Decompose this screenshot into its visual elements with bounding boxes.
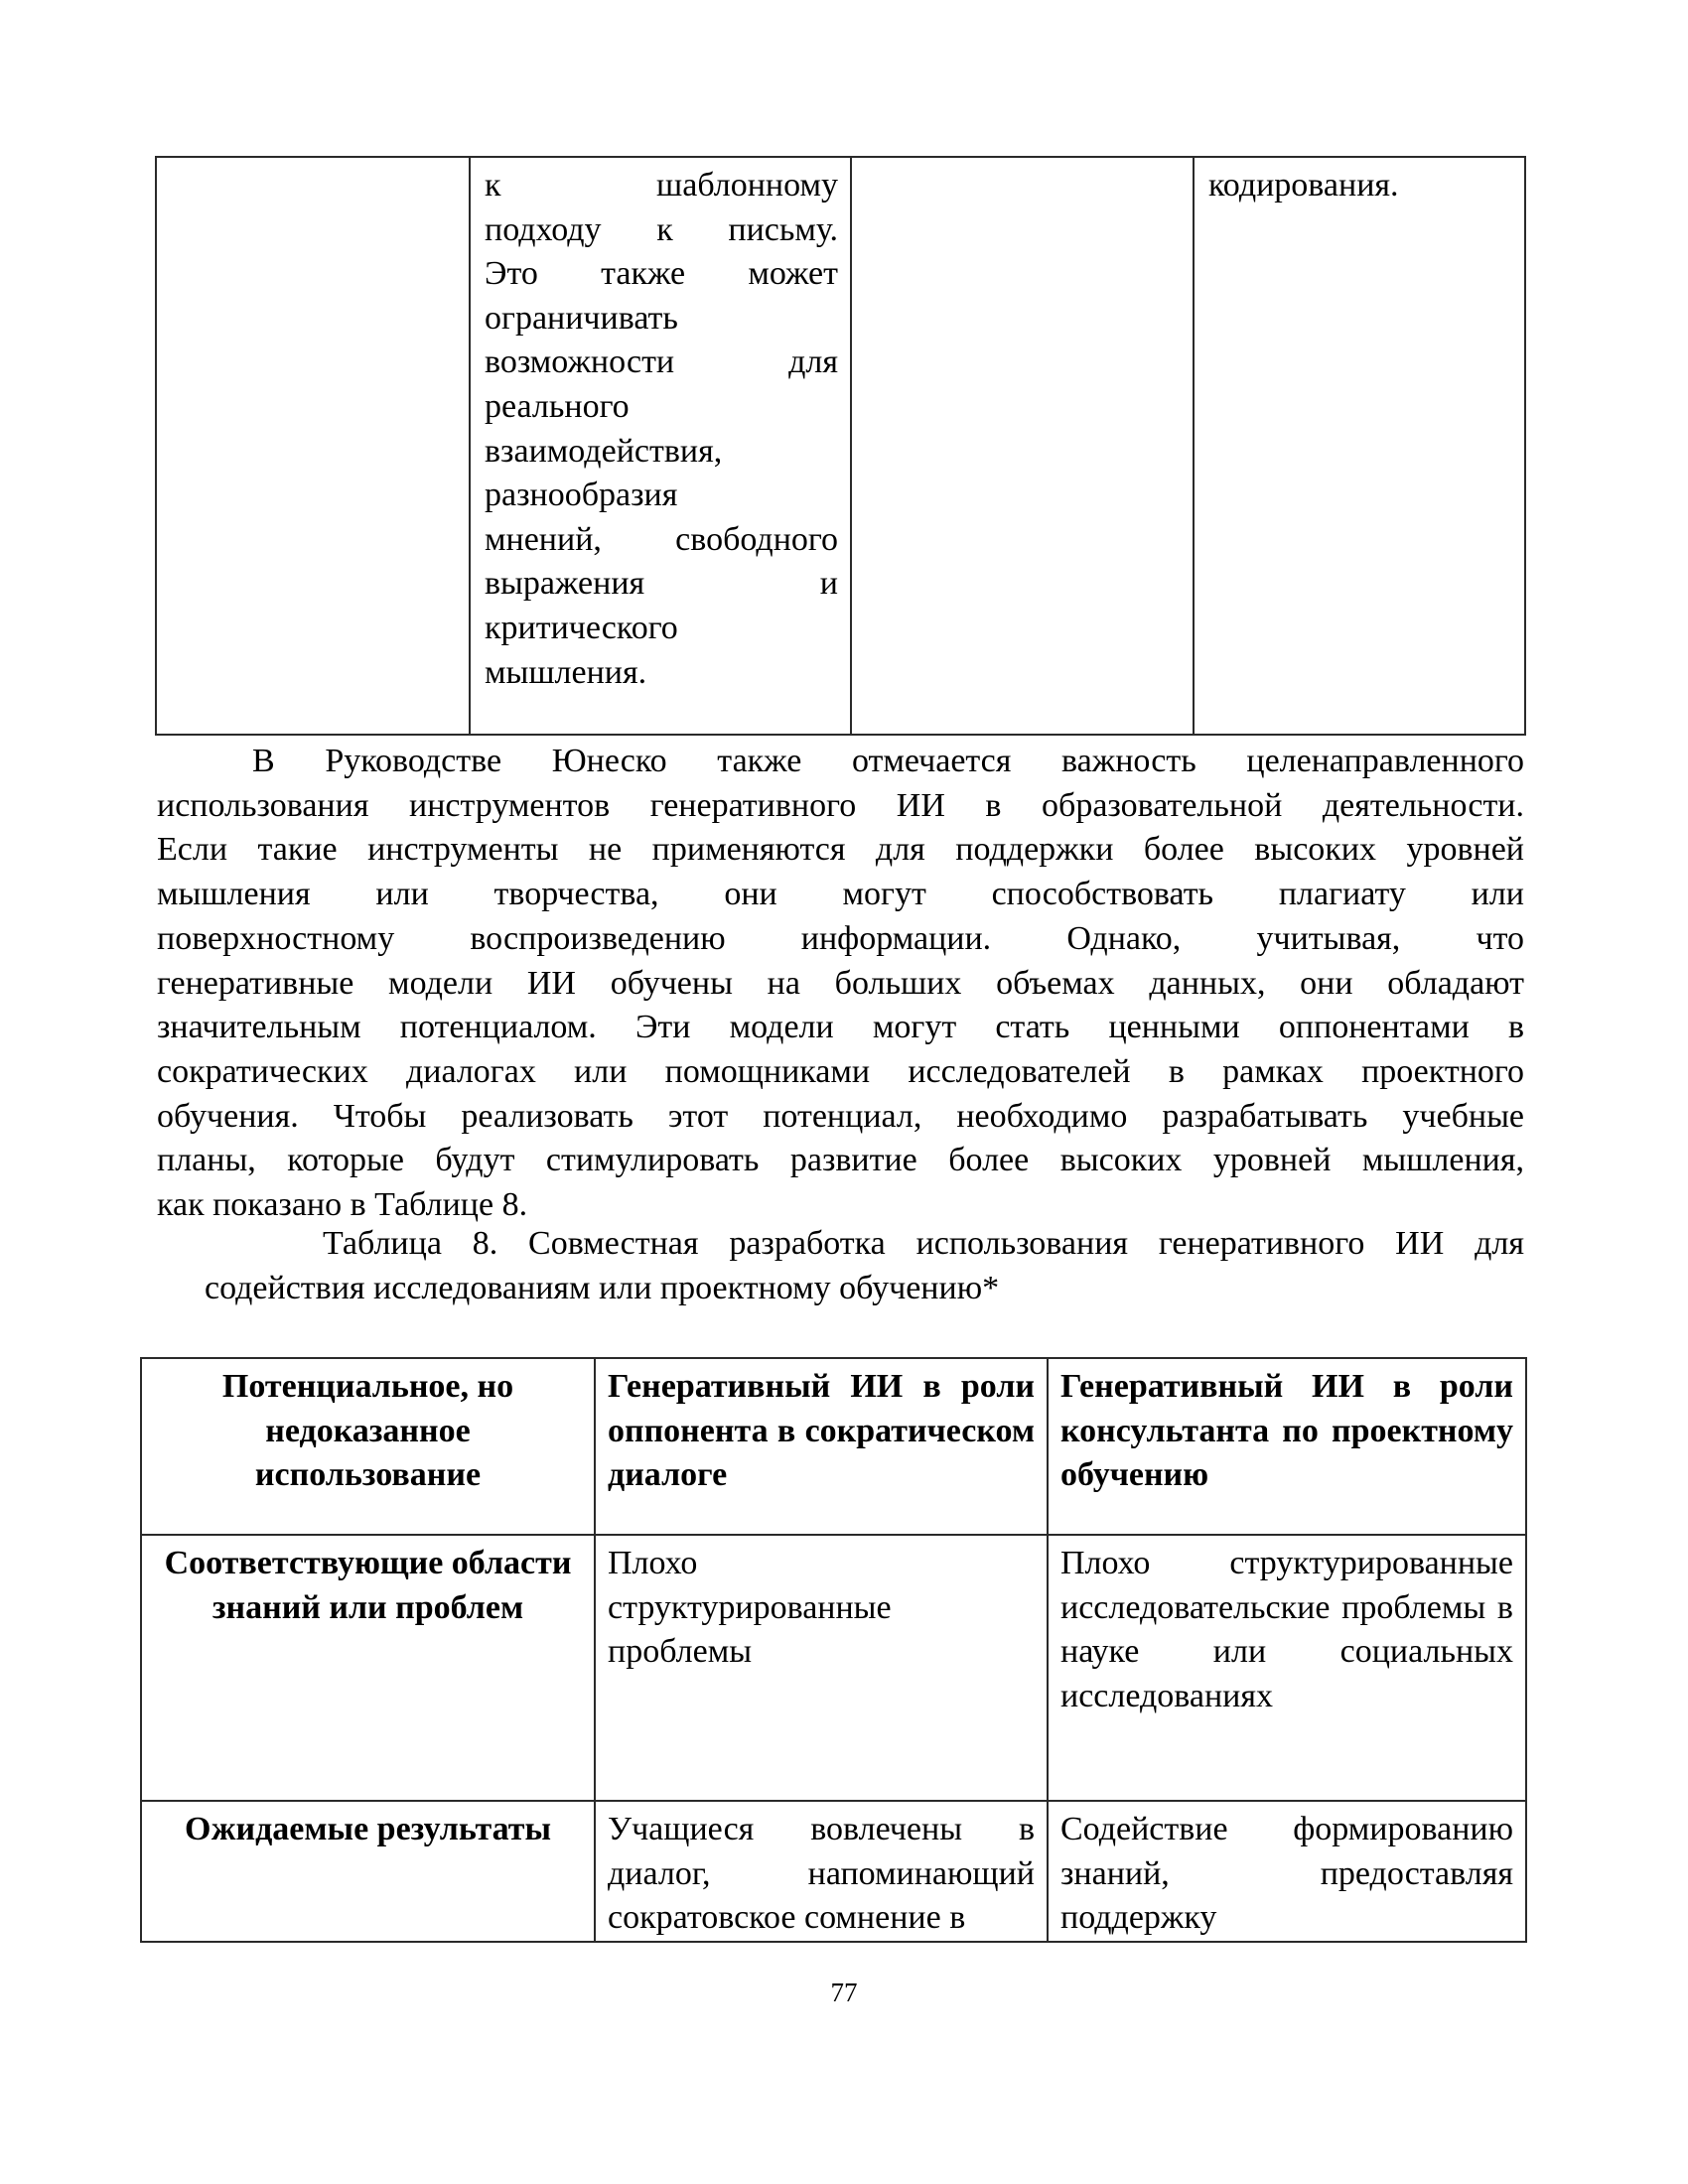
page-number: 77 <box>830 1978 858 2007</box>
body-paragraph <box>157 740 1524 1228</box>
table-cell: Содействие формированию знаний, предоставляя поддержку <box>1048 1801 1526 1942</box>
row-label-cell: Ожидаемые результаты <box>141 1801 595 1942</box>
caption-line: Таблица 8. Совместная разработка использования генеративного ИИ для <box>323 1225 1524 1262</box>
text-line: возможности для <box>485 343 838 381</box>
paragraph-line: использования инструментов генеративного ИИ в образовательной деятельности. <box>157 786 1524 824</box>
text-line: ограничивать <box>485 299 678 337</box>
text-line: разнообразия <box>485 477 678 514</box>
paragraph-line: планы, которые будут стимулировать развитие более высоких уровней мышления, <box>157 1142 1524 1179</box>
table-cell: Учащиеся вовлечены в диалог, напоминающий сократовское сомнение в <box>595 1801 1048 1942</box>
cell-text <box>471 158 850 695</box>
caption-line: содействия исследованиям или проектному обучению* <box>205 1269 1000 1306</box>
continued-table <box>155 156 1526 736</box>
paragraph-line: обучения. Чтобы реализовать этот потенциал, необходимо разрабатывать учебные <box>157 1097 1524 1135</box>
table-cell: Плохо структурированные проблемы <box>595 1535 1048 1801</box>
paragraph-line: как показано в Таблице 8. <box>157 1186 528 1224</box>
table-cell <box>470 157 851 735</box>
cell-text: кодирования. <box>1208 167 1399 204</box>
text-line: Это также может <box>485 255 838 293</box>
header-cell: Генеративный ИИ в роли оппонента в сократическом диалоге <box>595 1358 1048 1535</box>
paragraph-line: значительным потенциалом. Эти модели могут стать ценными оппонентами в <box>157 1009 1524 1046</box>
header-cell: Генеративный ИИ в роли консультанта по проектному обучению <box>1048 1358 1526 1535</box>
table-caption <box>157 1222 1524 1310</box>
table-cell: Плохо структурированные исследовательские проблемы в науке или социальных исследованиях <box>1048 1535 1526 1801</box>
table-header-row <box>141 1358 1526 1535</box>
paragraph-line: сократических диалогах или помощниками исследователей в рамках проектного <box>157 1052 1524 1090</box>
text-line: подходу к письму. <box>485 210 838 248</box>
paragraph-line: поверхностному воспроизведению информации. Однако, учитывая, что <box>157 919 1524 957</box>
table-cell <box>1194 157 1525 735</box>
paragraph-line: мышления или творчества, они могут способствовать плагиату или <box>157 876 1524 913</box>
text-line: взаимодействия, <box>485 432 723 470</box>
table-row <box>141 1535 1526 1801</box>
table-8 <box>140 1357 1527 1943</box>
text-line: критического <box>485 609 678 646</box>
text-line: к шаблонному <box>485 167 838 204</box>
row-label-cell: Соответствующие области знаний или проблем <box>141 1535 595 1801</box>
text-line: выражения и <box>485 565 838 603</box>
table-row <box>141 1801 1526 1942</box>
table-cell <box>156 157 470 735</box>
header-cell: Потенциальное, но недоказанное использование <box>141 1358 595 1535</box>
text-line: реального <box>485 387 630 425</box>
text-line: мнений, свободного <box>485 520 838 558</box>
text-line: мышления. <box>485 653 647 691</box>
paragraph-line: В Руководстве Юнеско также отмечается важность целенаправленного <box>252 743 1524 779</box>
paragraph-line: Если такие инструменты не применяются для поддержки более высоких уровней <box>157 831 1524 869</box>
table-cell <box>851 157 1194 735</box>
table-row <box>156 157 1525 735</box>
paragraph-line: генеративные модели ИИ обучены на больших объемах данных, они обладают <box>157 964 1524 1002</box>
